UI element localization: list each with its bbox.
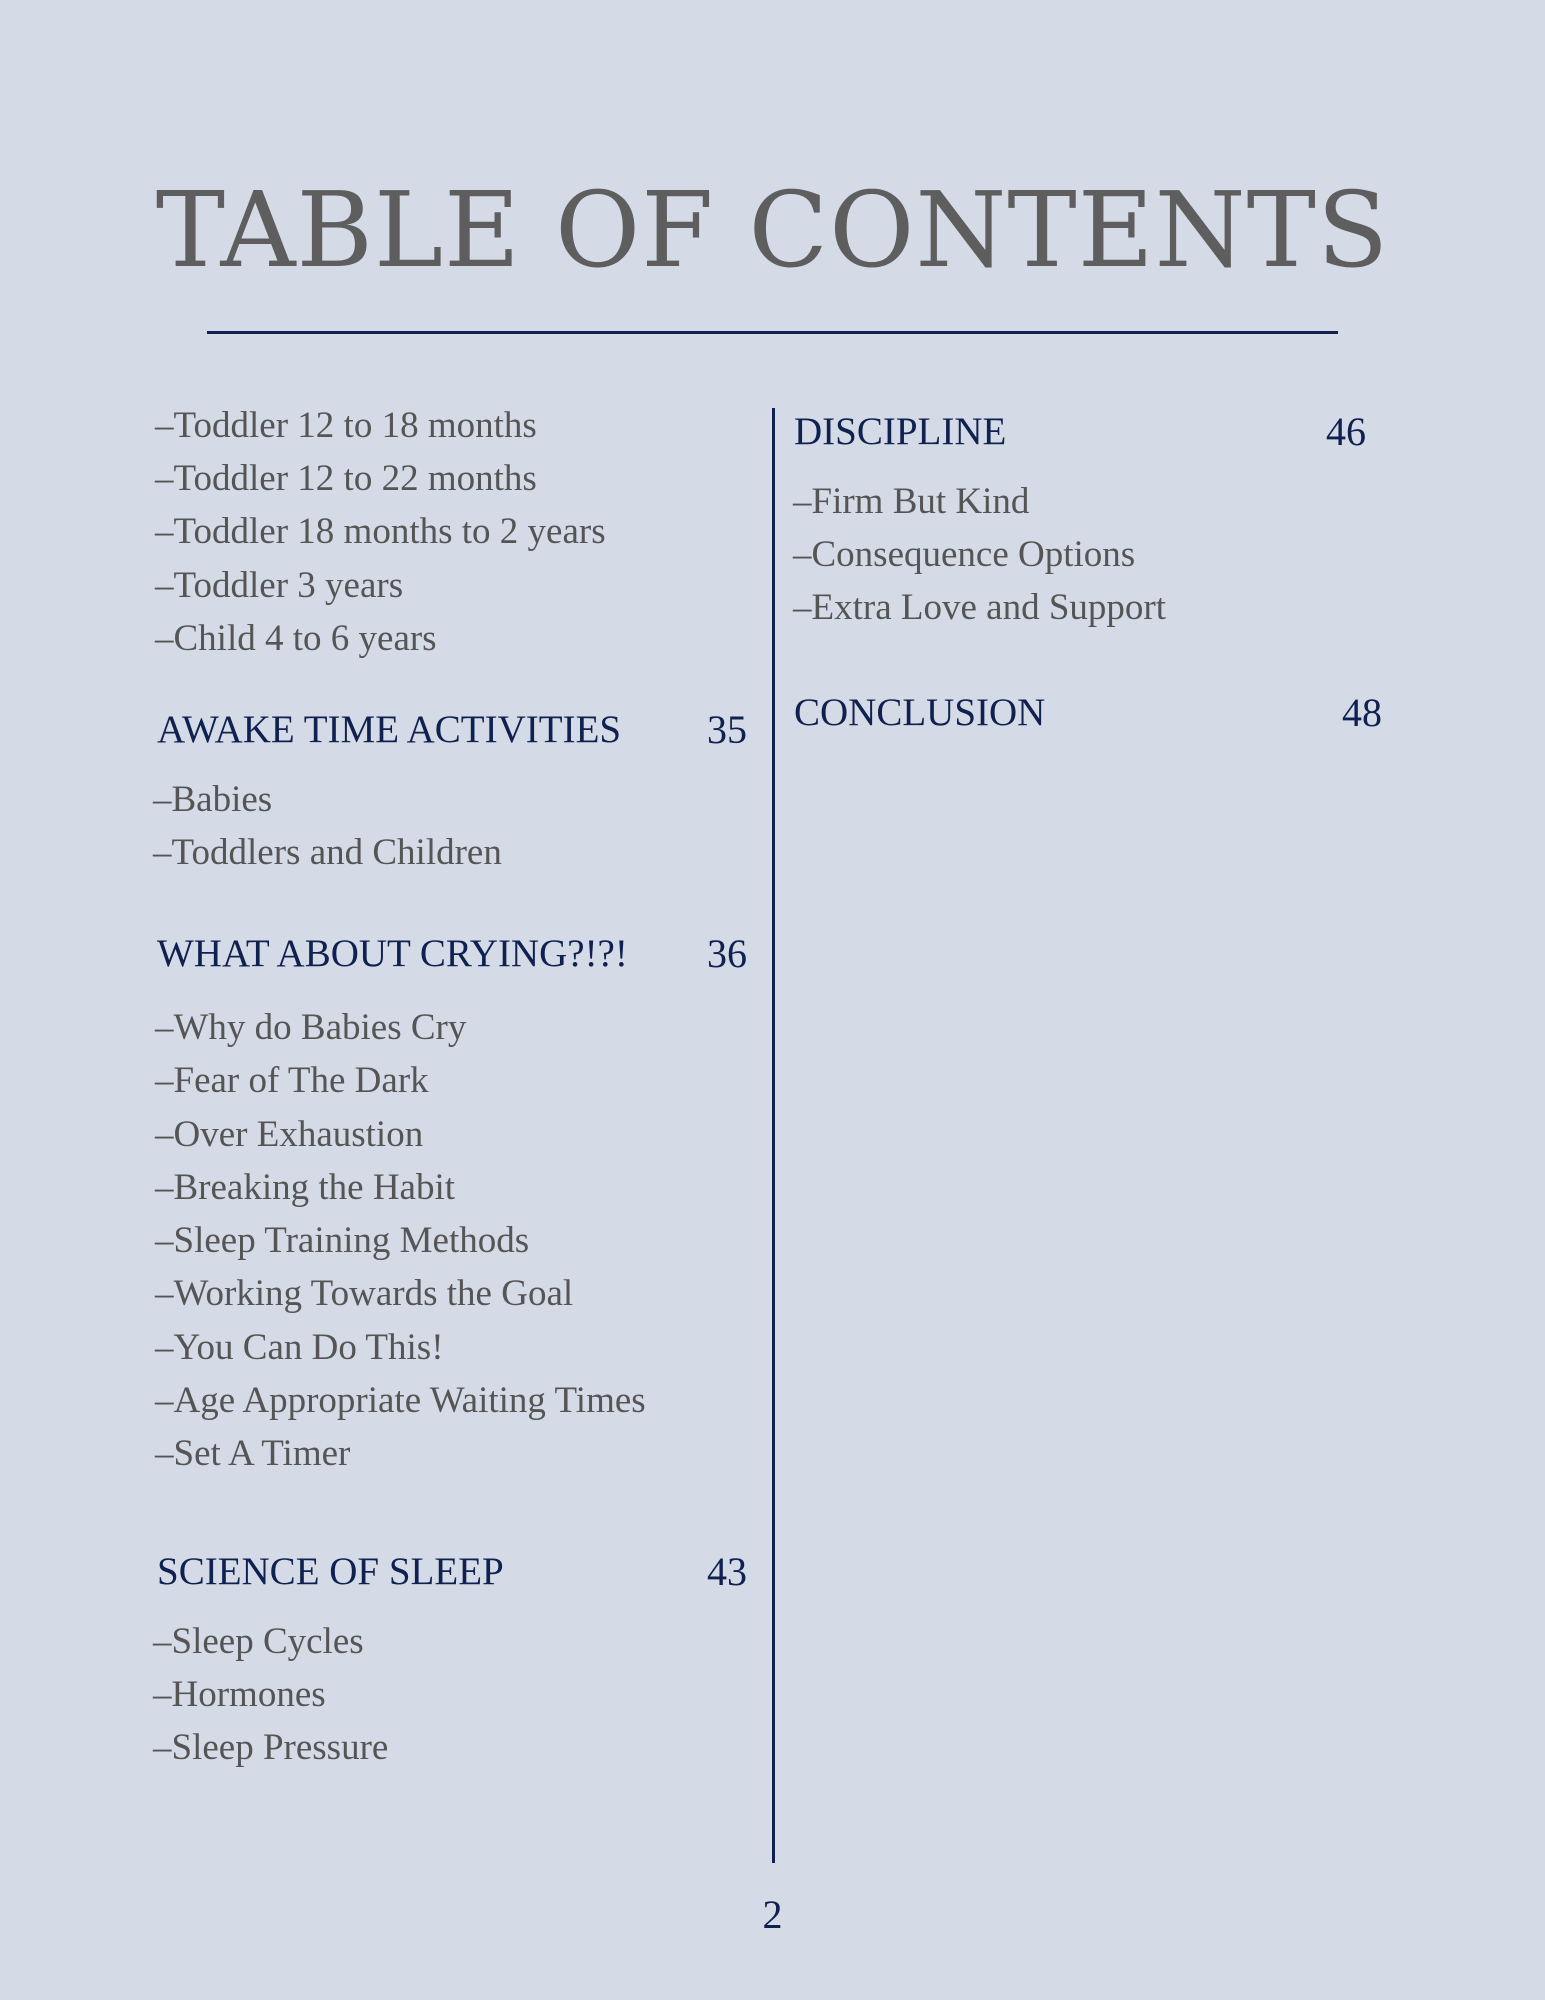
section-page-number: 35 xyxy=(707,707,747,752)
toc-item: –Hormones xyxy=(153,1674,326,1715)
section-heading-conclusion: CONCLUSION xyxy=(794,691,1046,734)
toc-item: –Extra Love and Support xyxy=(793,587,1166,628)
section-heading-awake-time-activities: AWAKE TIME ACTIVITIES xyxy=(157,708,622,751)
toc-item: –Toddler 12 to 18 months xyxy=(155,405,537,446)
page-number: 2 xyxy=(762,1892,783,1937)
page-title: TABLE OF CONTENTS xyxy=(155,169,1390,291)
section-heading-what-about-crying: WHAT ABOUT CRYING?!?! xyxy=(157,932,628,975)
toc-item: –Over Exhaustion xyxy=(155,1114,424,1155)
toc-item: –Sleep Cycles xyxy=(153,1621,364,1662)
section-page-number: 43 xyxy=(707,1549,747,1594)
toc-item: –Sleep Training Methods xyxy=(155,1220,530,1261)
toc-item: –Child 4 to 6 years xyxy=(155,618,437,659)
toc-item: –Why do Babies Cry xyxy=(155,1007,467,1048)
toc-item: –Age Appropriate Waiting Times xyxy=(155,1380,646,1421)
section-heading-discipline: DISCIPLINE xyxy=(794,410,1007,453)
toc-item: –You Can Do This! xyxy=(155,1327,444,1368)
toc-item: –Toddlers and Children xyxy=(153,832,502,873)
toc-item: –Toddler 3 years xyxy=(155,565,404,606)
toc-item: –Firm But Kind xyxy=(793,481,1030,522)
column-divider xyxy=(772,408,775,1863)
toc-item: –Set A Timer xyxy=(155,1433,351,1474)
toc-item: –Sleep Pressure xyxy=(153,1727,389,1768)
toc-item: –Babies xyxy=(153,779,273,820)
toc-item: –Consequence Options xyxy=(793,534,1136,575)
title-divider xyxy=(207,331,1338,334)
section-page-number: 36 xyxy=(707,931,747,976)
toc-item: –Fear of The Dark xyxy=(155,1060,429,1101)
toc-item: –Breaking the Habit xyxy=(155,1167,456,1208)
section-page-number: 48 xyxy=(1342,690,1382,735)
section-page-number: 46 xyxy=(1326,409,1366,454)
toc-item: –Toddler 12 to 22 months xyxy=(155,458,537,499)
toc-item: –Toddler 18 months to 2 years xyxy=(155,511,606,552)
section-heading-science-of-sleep: SCIENCE OF SLEEP xyxy=(157,1550,504,1593)
toc-item: –Working Towards the Goal xyxy=(155,1273,574,1314)
